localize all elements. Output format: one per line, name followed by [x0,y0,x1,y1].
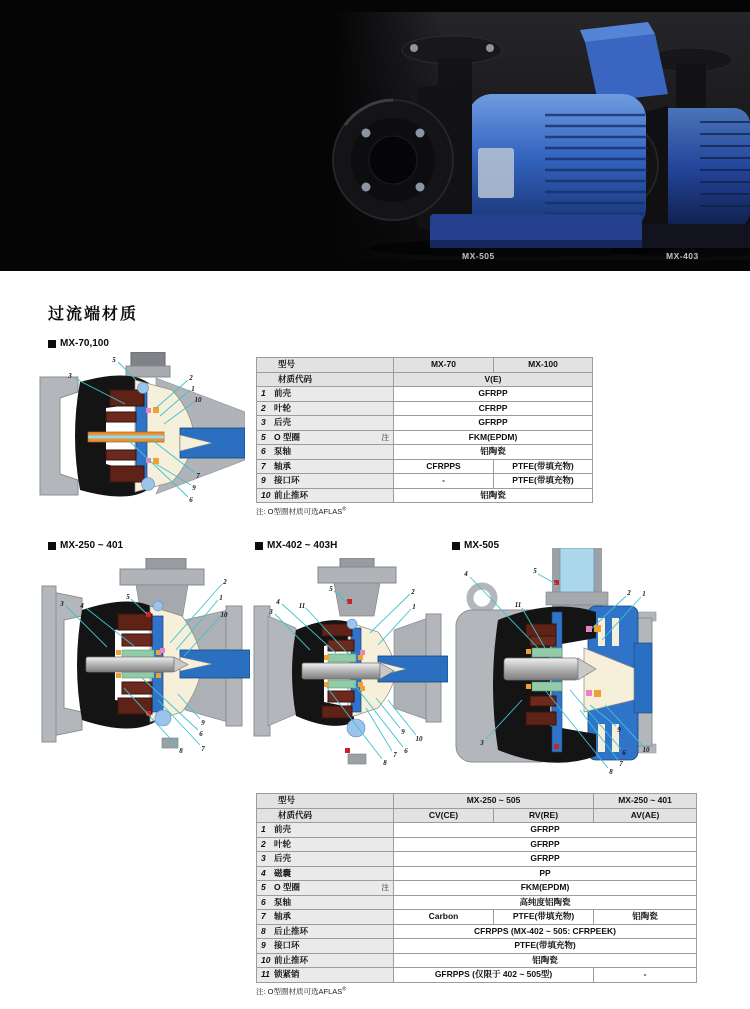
part-label-cell: 3 后壳 [257,416,394,431]
callout-number: 1 [219,594,223,602]
model-cell: MX-100 [494,358,593,373]
table-row [257,488,593,503]
part-label-cell: 4 磁囊 [257,866,394,881]
material-cell: - [594,968,697,983]
callout-number: 7 [393,751,397,759]
callout-number: 6 [622,749,626,757]
subsection-mx250-401 [48,540,123,551]
part-label-cell: 7 轴承 [257,459,394,474]
callout-number: 9 [401,728,405,736]
part-label-cell: 11 锁紧销 [257,968,394,983]
callout-number: 6 [189,496,193,504]
callout-number: 8 [179,747,183,755]
subsection-mx402-403h [255,540,337,551]
code-cell: V(E) [394,372,593,387]
table-row [257,823,697,838]
part-label-cell: 7 轴承 [257,910,394,925]
table-row [257,837,697,852]
model-header-cell: 型号 [257,794,394,809]
material-cell: PTFE(带填充物) [394,939,697,954]
part-label-cell: 1 前壳 [257,387,394,402]
callout-number: 4 [80,602,84,610]
materials-table-mx250-505 [256,793,697,983]
part-label-cell: 2 叶轮 [257,401,394,416]
callout-number: 10 [415,735,423,743]
material-cell: CFRPP [394,401,593,416]
material-cell: 铝陶瓷 [394,488,593,503]
callout-number: 2 [411,588,415,596]
table-row [257,459,593,474]
callout-number: 1 [412,603,416,611]
material-cell: GFRPPS (仅限于 402 ~ 505型) [394,968,594,983]
material-cell: GFRPP [394,837,697,852]
callout-number: 4 [464,570,468,578]
callout-number: 1 [191,385,195,393]
callout-number: 2 [627,589,631,597]
section-marker-icon [48,542,56,550]
material-cell: PTFE(带填充物) [494,459,593,474]
subsection-label: MX-70,100 [60,338,109,349]
part-label-cell: 5 O 型圈 注 [257,430,394,445]
diagram-mx402-403h [248,558,448,773]
callout-number: 7 [196,472,200,480]
callout-number: 5 [533,567,537,575]
table-row [257,794,697,809]
material-cell: CFRPPS (MX-402 ~ 505: CFRPEEK) [394,924,697,939]
callout-number: 11 [514,601,522,609]
callout-number: 3 [68,372,72,380]
part-label-cell: 3 后壳 [257,852,394,867]
table-row [257,953,697,968]
material-cell: 铝陶瓷 [394,445,593,460]
callout-number: 2 [189,374,193,382]
table2-footnote: 注: O型圈材质可选AFLAS® [256,986,347,996]
part-label-cell: 10 前止推环 [257,953,394,968]
material-cell: 铝陶瓷 [394,953,697,968]
model-cell: MX-70 [394,358,494,373]
part-label-cell: 1 前壳 [257,823,394,838]
callout-number: 3 [269,608,273,616]
section-marker-icon [255,542,263,550]
callout-number: 5 [126,593,130,601]
callout-number: 10 [220,611,228,619]
table-row [257,881,697,896]
part-label-cell: 9 接口环 [257,939,394,954]
material-cell: 铝陶瓷 [594,910,697,925]
table-row [257,416,593,431]
table-row [257,474,593,489]
callout-number: 6 [404,747,408,755]
code-cell: AV(AE) [594,808,697,823]
table-row [257,895,697,910]
callout-number: 3 [60,600,64,608]
callout-number: 8 [609,768,613,776]
part-label-cell: 6 泵轴 [257,895,394,910]
table-row [257,924,697,939]
part-label-cell: 6 泵轴 [257,445,394,460]
table-row [257,445,593,460]
part-label-cell: 9 接口环 [257,474,394,489]
material-cell: FKM(EPDM) [394,430,593,445]
callout-number: 11 [298,602,306,610]
table-row [257,387,593,402]
callout-number: 5 [329,585,333,593]
part-label-cell: 8 后止推环 [257,924,394,939]
part-label-cell: 5 O 型圈 注 [257,881,394,896]
hero-photo [0,0,750,271]
part-label-cell: 10 前止推环 [257,488,394,503]
material-cell: GFRPP [394,852,697,867]
diagram-mx250-401 [30,558,250,770]
table-row [257,808,697,823]
callout-number: 7 [201,745,205,753]
material-cell: GFRPP [394,416,593,431]
model-cell: MX-250 ~ 505 [394,794,594,809]
code-cell: CV(CE) [394,808,494,823]
diagram-mx70-100 [30,352,245,520]
table-row [257,430,593,445]
material-cell: FKM(EPDM) [394,881,697,896]
callout-number: 9 [201,719,205,727]
callout-number: 10 [642,746,650,754]
material-cell: - [394,474,494,489]
callout-number: 2 [223,578,227,586]
subsection-label: MX-505 [464,540,500,551]
page-title: 过流端材质 [48,306,139,323]
table-row [257,358,593,373]
callout-number: 8 [383,759,387,767]
subsection-label: MX-250 ~ 401 [60,540,124,551]
callout-number: 4 [276,598,280,606]
table1-footnote: 注: O型圈材质可选AFLAS® [256,506,347,516]
table-row [257,852,697,867]
code-cell: RV(RE) [494,808,594,823]
hero-label-mx505: MX-505 [462,251,495,261]
section-marker-icon [48,340,56,348]
table-row [257,866,697,881]
callout-number: 9 [192,484,196,492]
callout-number: 1 [642,590,646,598]
table-row [257,968,697,983]
material-cell: 高纯度铝陶瓷 [394,895,697,910]
code-header-cell: 材质代码 [257,372,394,387]
table-row [257,939,697,954]
model-header-cell: 型号 [257,358,394,373]
material-cell: PTFE(带填充物) [494,910,594,925]
subsection-mx70-100 [48,338,109,349]
callout-number: 9 [617,726,621,734]
callout-number: 5 [112,356,116,364]
material-cell: CFRPPS [394,459,494,474]
table-row [257,910,697,925]
table-row [257,401,593,416]
callout-number: 10 [194,396,202,404]
part-label-cell: 2 叶轮 [257,837,394,852]
material-cell: PTFE(带填充物) [494,474,593,489]
hero-label-mx403: MX-403 [666,251,699,261]
material-cell: GFRPP [394,823,697,838]
callout-number: 3 [480,739,484,747]
diagram-mx505 [448,548,678,776]
hero-banner [0,0,750,271]
code-header-cell: 材质代码 [257,808,394,823]
materials-table-mx70-100 [256,357,593,503]
callout-number: 7 [619,760,623,768]
callout-number: 6 [199,730,203,738]
material-cell: PP [394,866,697,881]
material-cell: GFRPP [394,387,593,402]
table-row [257,372,593,387]
model-cell: MX-250 ~ 401 [594,794,697,809]
material-cell: Carbon [394,910,494,925]
subsection-label: MX-402 ~ 403H [267,540,338,551]
